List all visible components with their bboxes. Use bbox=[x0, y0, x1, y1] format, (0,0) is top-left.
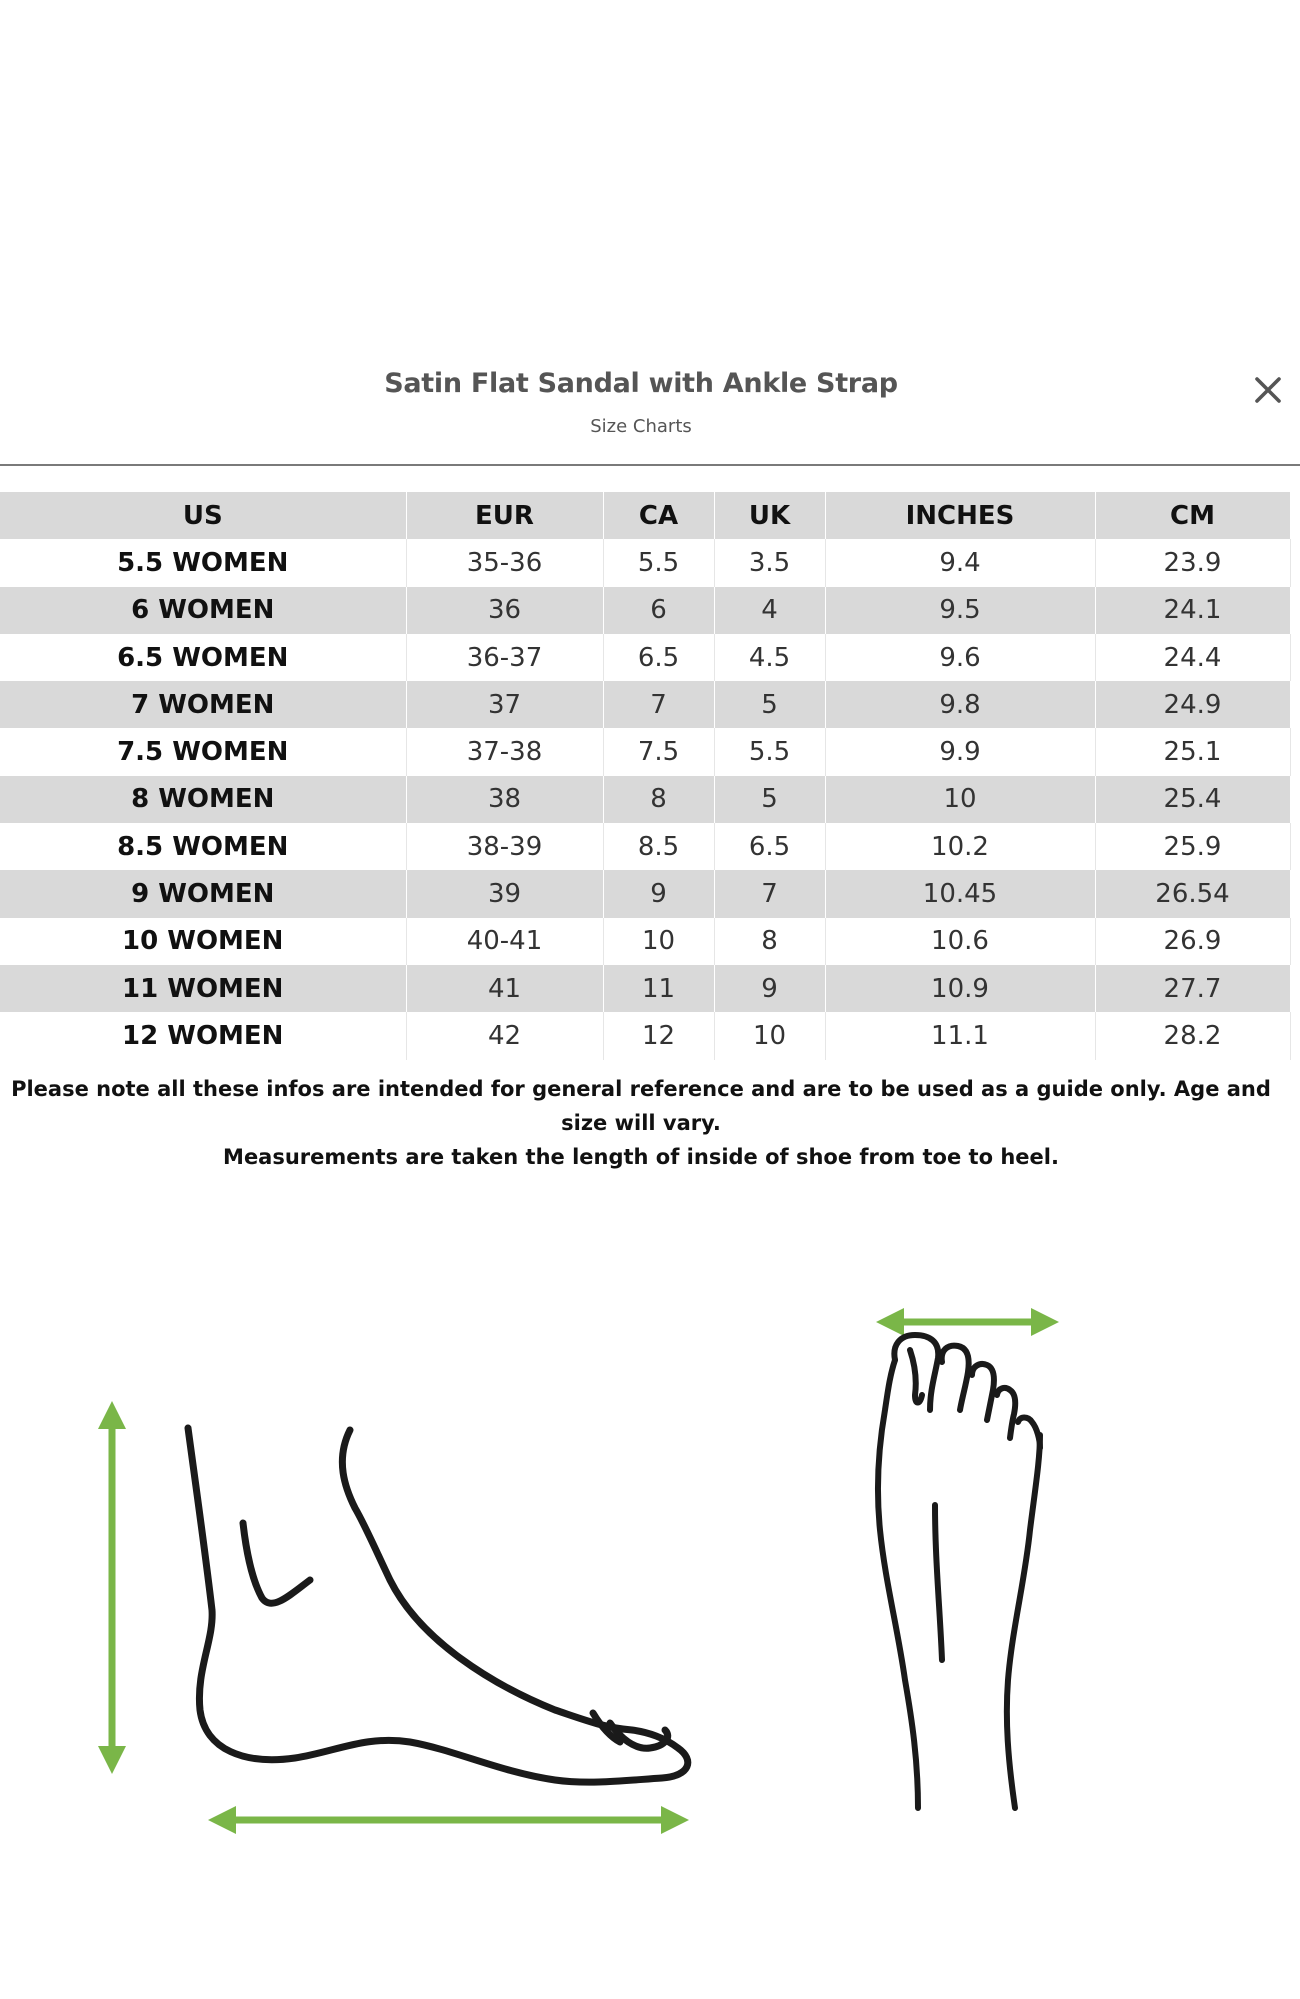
table-row bbox=[0, 587, 1290, 634]
note-line-2: Measurements are taken the length of inside of shoe from toe to heel. bbox=[223, 1145, 1059, 1169]
cell-uk: 6.5 bbox=[714, 823, 825, 870]
cell-uk: 4 bbox=[714, 587, 825, 634]
cell-us: 9 WOMEN bbox=[0, 870, 406, 917]
cell-eur: 36 bbox=[406, 587, 603, 634]
cell-cm: 26.9 bbox=[1095, 918, 1290, 965]
cell-inches: 10.9 bbox=[825, 965, 1095, 1012]
cell-us: 7 WOMEN bbox=[0, 681, 406, 728]
header-divider bbox=[0, 464, 1300, 466]
cell-inches: 10.2 bbox=[825, 823, 1095, 870]
cell-ca: 12 bbox=[603, 1012, 714, 1059]
cell-inches: 10 bbox=[825, 776, 1095, 823]
size-guide-note bbox=[0, 1072, 1282, 1174]
cell-ca: 9 bbox=[603, 870, 714, 917]
close-icon bbox=[1250, 372, 1286, 408]
cell-cm: 25.1 bbox=[1095, 728, 1290, 775]
cell-inches: 11.1 bbox=[825, 1012, 1095, 1059]
table-row bbox=[0, 823, 1290, 870]
cell-inches: 9.9 bbox=[825, 728, 1095, 775]
cell-eur: 40-41 bbox=[406, 918, 603, 965]
cell-ca: 8.5 bbox=[603, 823, 714, 870]
cell-eur: 37-38 bbox=[406, 728, 603, 775]
cell-cm: 27.7 bbox=[1095, 965, 1290, 1012]
cell-uk: 10 bbox=[714, 1012, 825, 1059]
cell-uk: 5.5 bbox=[714, 728, 825, 775]
note-line-1: Please note all these infos are intended for general reference and are to be used as a guide only. Age and size will vary. bbox=[11, 1077, 1271, 1135]
size-chart-table bbox=[0, 492, 1291, 1060]
cell-cm: 24.4 bbox=[1095, 634, 1290, 681]
cell-us: 6.5 WOMEN bbox=[0, 634, 406, 681]
cell-us: 12 WOMEN bbox=[0, 1012, 406, 1059]
table-row bbox=[0, 965, 1290, 1012]
cell-ca: 10 bbox=[603, 918, 714, 965]
foot-top-view-icon bbox=[878, 1335, 1040, 1808]
cell-cm: 23.9 bbox=[1095, 539, 1290, 586]
cell-uk: 9 bbox=[714, 965, 825, 1012]
column-header-us: US bbox=[0, 492, 406, 539]
table-row bbox=[0, 776, 1290, 823]
column-header-ca: CA bbox=[603, 492, 714, 539]
cell-ca: 7.5 bbox=[603, 728, 714, 775]
cell-eur: 41 bbox=[406, 965, 603, 1012]
table-header-row bbox=[0, 492, 1290, 539]
cell-ca: 6.5 bbox=[603, 634, 714, 681]
cell-us: 6 WOMEN bbox=[0, 587, 406, 634]
cell-cm: 28.2 bbox=[1095, 1012, 1290, 1059]
cell-ca: 11 bbox=[603, 965, 714, 1012]
table-row bbox=[0, 870, 1290, 917]
cell-uk: 5 bbox=[714, 681, 825, 728]
cell-inches: 9.8 bbox=[825, 681, 1095, 728]
cell-uk: 8 bbox=[714, 918, 825, 965]
cell-eur: 38 bbox=[406, 776, 603, 823]
cell-us: 5.5 WOMEN bbox=[0, 539, 406, 586]
cell-cm: 25.9 bbox=[1095, 823, 1290, 870]
foot-side-view-icon bbox=[188, 1428, 688, 1782]
cell-ca: 6 bbox=[603, 587, 714, 634]
cell-ca: 5.5 bbox=[603, 539, 714, 586]
modal-title: Satin Flat Sandal with Ankle Strap bbox=[384, 368, 898, 399]
cell-uk: 4.5 bbox=[714, 634, 825, 681]
cell-ca: 8 bbox=[603, 776, 714, 823]
cell-uk: 5 bbox=[714, 776, 825, 823]
cell-uk: 7 bbox=[714, 870, 825, 917]
cell-eur: 38-39 bbox=[406, 823, 603, 870]
cell-inches: 10.6 bbox=[825, 918, 1095, 965]
cell-cm: 24.1 bbox=[1095, 587, 1290, 634]
cell-cm: 26.54 bbox=[1095, 870, 1290, 917]
table-row bbox=[0, 918, 1290, 965]
table-row bbox=[0, 1012, 1290, 1059]
cell-ca: 7 bbox=[603, 681, 714, 728]
cell-eur: 36-37 bbox=[406, 634, 603, 681]
cell-inches: 9.6 bbox=[825, 634, 1095, 681]
cell-us: 11 WOMEN bbox=[0, 965, 406, 1012]
cell-inches: 10.45 bbox=[825, 870, 1095, 917]
table-row bbox=[0, 539, 1290, 586]
cell-us: 7.5 WOMEN bbox=[0, 728, 406, 775]
cell-eur: 39 bbox=[406, 870, 603, 917]
close-button[interactable] bbox=[1250, 372, 1286, 408]
cell-eur: 37 bbox=[406, 681, 603, 728]
size-chart-modal-header bbox=[0, 360, 1300, 466]
modal-subtitle: Size Charts bbox=[590, 416, 692, 437]
foot-measurement-diagram bbox=[0, 1280, 1300, 1840]
cell-us: 10 WOMEN bbox=[0, 918, 406, 965]
table-row bbox=[0, 728, 1290, 775]
cell-eur: 35-36 bbox=[406, 539, 603, 586]
foot-measurement-illustration bbox=[0, 1280, 1300, 1840]
column-header-inches: INCHES bbox=[825, 492, 1095, 539]
column-header-eur: EUR bbox=[406, 492, 603, 539]
cell-inches: 9.4 bbox=[825, 539, 1095, 586]
cell-us: 8 WOMEN bbox=[0, 776, 406, 823]
table-row bbox=[0, 681, 1290, 728]
cell-us: 8.5 WOMEN bbox=[0, 823, 406, 870]
cell-uk: 3.5 bbox=[714, 539, 825, 586]
cell-cm: 25.4 bbox=[1095, 776, 1290, 823]
table-row bbox=[0, 634, 1290, 681]
cell-cm: 24.9 bbox=[1095, 681, 1290, 728]
column-header-cm: CM bbox=[1095, 492, 1290, 539]
cell-inches: 9.5 bbox=[825, 587, 1095, 634]
cell-eur: 42 bbox=[406, 1012, 603, 1059]
column-header-uk: UK bbox=[714, 492, 825, 539]
